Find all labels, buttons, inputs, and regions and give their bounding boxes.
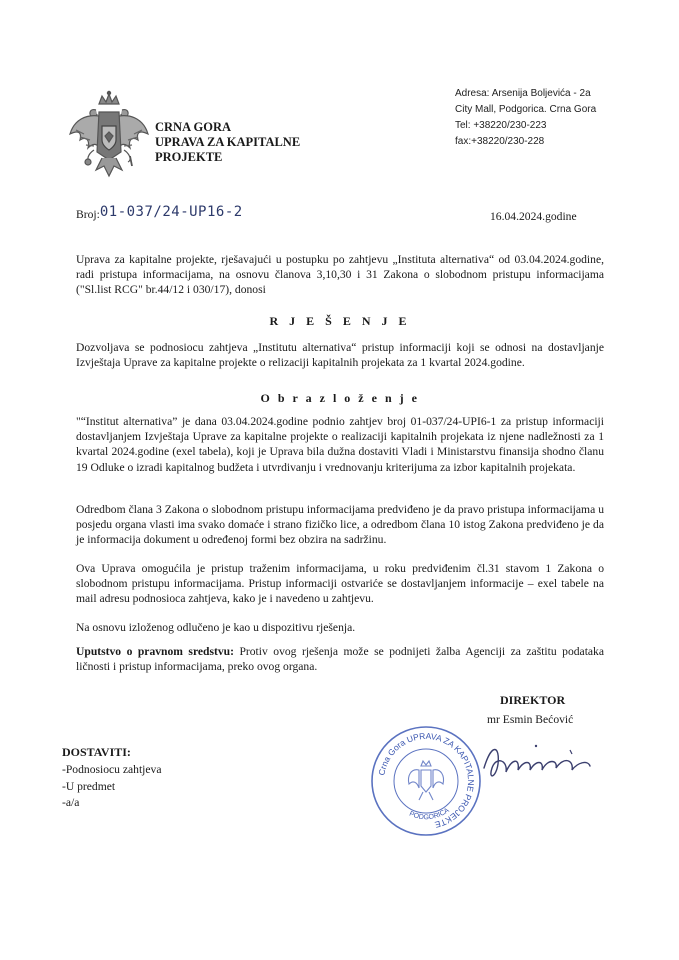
reasoning-paragraph-4: Na osnovu izloženog odlučeno je kao u dispozitivu rješenja. [76,621,356,634]
reference-number [76,206,243,222]
stamp-inner-text: PODGORICA [408,807,451,822]
decision-text: Dozvoljava se podnosiocu zahtjeva „Institutu alternativa“ pristup informaciji koji se odnosi na dostavljanje Izvještaja Uprave za kapitalne projekte o relizaciji kapitalnih projekata za 1 kvartal 2024.godine. [76,341,604,370]
fax-line: fax:+38220/230-228 [455,136,545,147]
legal-remedy [76,644,604,674]
distribution-item: -a/a [62,796,80,809]
reasoning-paragraph-3: Ova Uprava omogućila je pristup traženim informacijama, u roku predviđenim čl.31 stavom 1 Zakona o slobodnom pristupu informacijama. Pristup informaciji ostvariće se dostavljanjem informacije – exel tabele na mail adresu podnosioca zahtjeva, kako je i navedeno u zahtjevu. [76,562,604,606]
org-name-line1: CRNA GORA [155,120,232,134]
intro-paragraph: Uprava za kapitalne projekte, rješavajući u postupku po zahtjevu „Instituta alternativa“ od 03.04.2024.godine, radi pristupa informacijama, na osnovu članova 3,10,30 i 31 Zakona o slobodnom pristupu informacijama ("Sl.list RCG" br.44/12 i 030/17), donosi [76,253,604,297]
distribution-item: -U predmet [62,779,116,793]
official-stamp [369,724,483,838]
address-line: Adresa: Arsenija Boljevića - 2a [455,88,591,99]
reasoning-title: O b r a z l o ž e n j e [260,391,420,405]
director-signature [478,738,608,788]
stamp-outer-text: Crna Gora UPRAVA ZA KAPITALNE PROJEKTE [376,730,477,830]
reference-label: Broj: [76,208,100,221]
distribution-list [62,762,162,812]
reasoning-paragraph-2: Odredbom člana 3 Zakona o slobodnom pristupu informacijama predviđeno je da pravo pristupa informacijama u posjedu organa vlasti ima svako domaće i strano fizičko lice, a odredbom člana 10 istog Zakona predviđeno je da je informacija dokument u određenoj formi bez obzira na sadržinu. [76,503,604,547]
coat-of-arms-logo [66,90,152,180]
address-line: City Mall, Podgorica. Crna Gora [455,104,597,115]
reasoning-paragraph-1: "“Institut alternativa” je dana 03.04.2024.godine podnio zahtjev broj 01-037/24-UPI6-1 za pristup informaciji dostavljanjem Izvještaja Uprave za kapitalne projekte o realizaciji kapitalnih projekata iz njene nadležnosti za 1 kvartal 2024.godine (exel tabela), koji je Uprava bila dužna dostaviti Vladi i Ministarstvu finansija shodno članu 19 Odluke o izradi kapitalnog budžeta i utvrdivanju i vrednovanju kriterijuma za izbor kapitalnih projekata. [76,415,604,474]
legal-remedy-text: Protiv ovog rješenja može se podnijeti žalba Agenciji za zaštitu podataka ličnosti i pristup informacijama, preko ovog organa. [76,645,604,674]
org-name-line3: PROJEKTE [155,150,223,164]
distribution-title: DOSTAVITI: [62,745,131,759]
distribution-item: -Podnosiocu zahtjeva [62,763,162,776]
phone-line: Tel: +38220/230-223 [455,120,547,131]
legal-remedy-label: Uputstvo o pravnom sredstvu: [76,645,234,658]
address-block [455,86,670,150]
signatory-name: mr Esmin Bećović [487,713,574,726]
signatory-title: DIREKTOR [500,693,566,707]
org-name-line2: UPRAVA ZA KAPITALNE [155,135,301,149]
handwritten-reference-number: 01-037/24-UP16-2 [99,204,243,220]
document-date: 16.04.2024.godine [490,210,577,223]
decision-title: R J E Š E N J E [269,314,411,328]
